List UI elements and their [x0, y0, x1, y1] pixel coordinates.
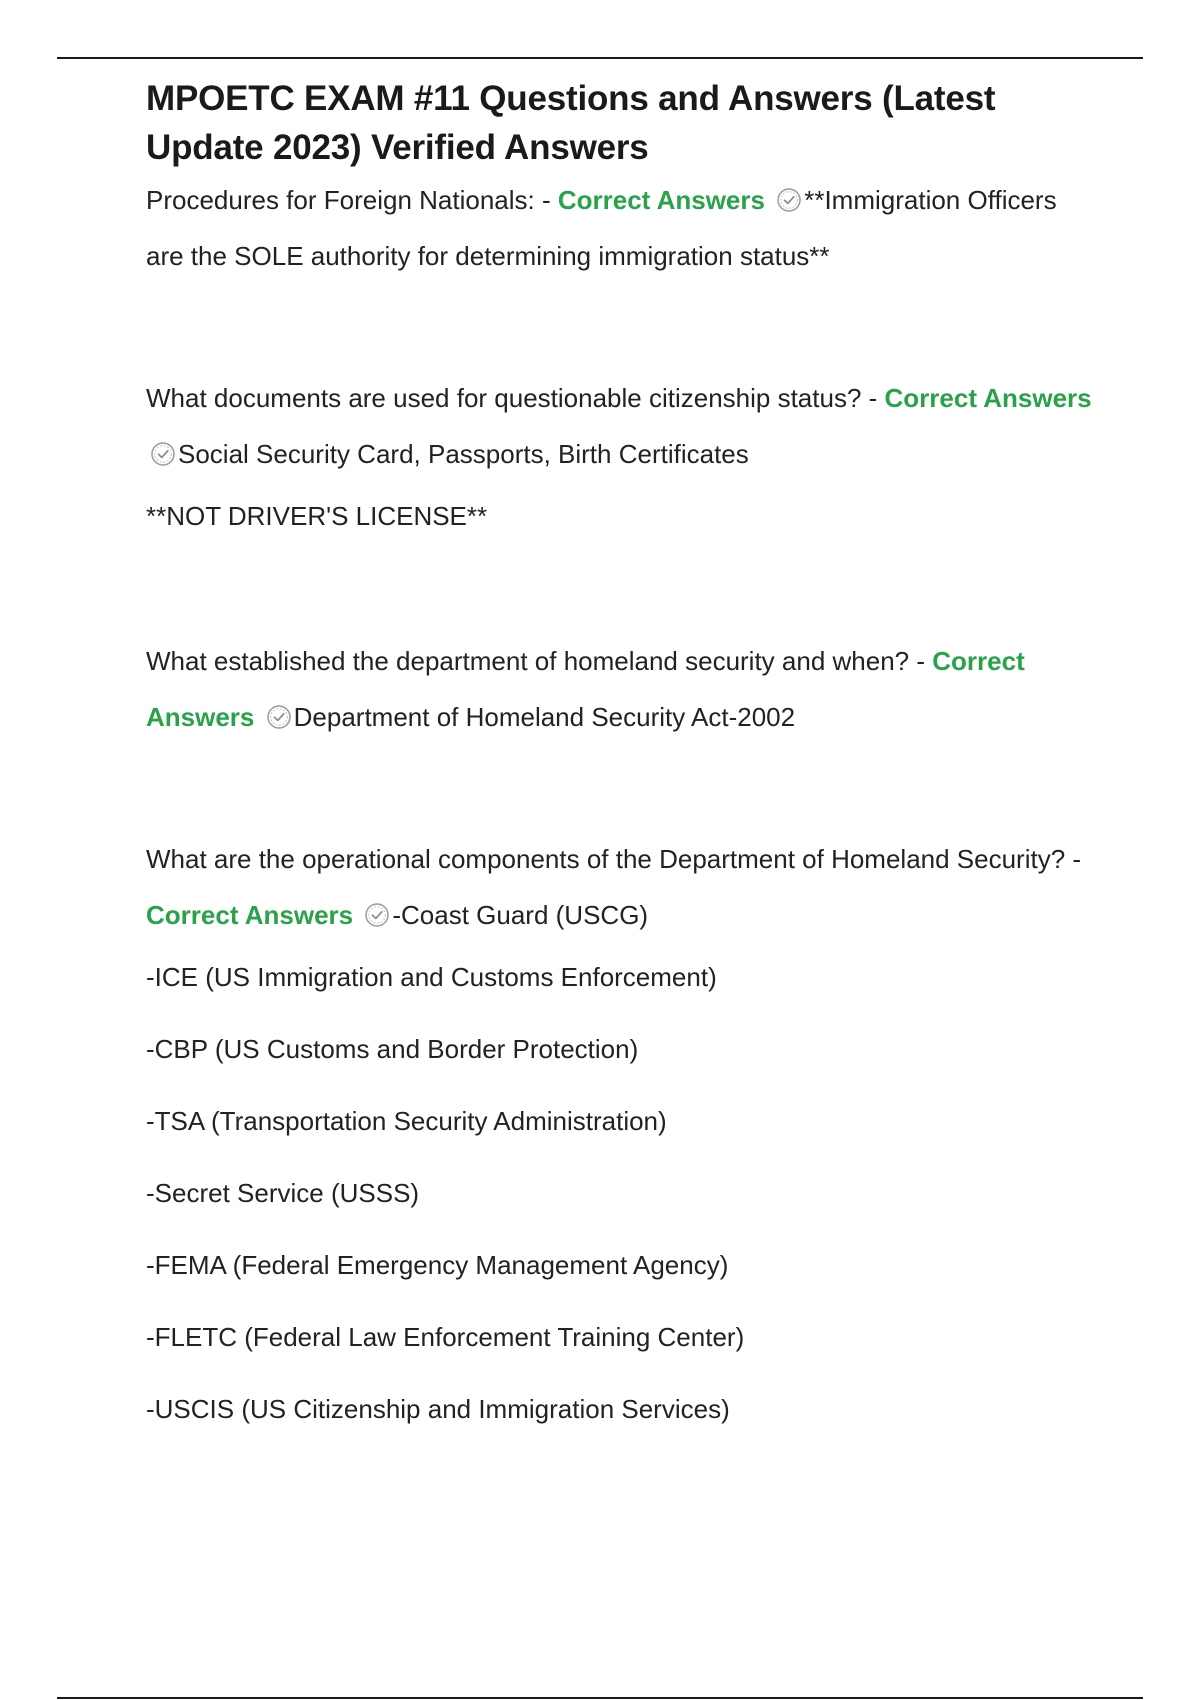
qa-item [146, 831, 1096, 943]
correct-answers-label: Correct Answers [146, 900, 354, 930]
answer-extra-line: -USCIS (US Citizenship and Immigration Services) [146, 1394, 730, 1424]
separator: - [861, 383, 885, 413]
answer-extra-line: -ICE (US Immigration and Customs Enforcement) [146, 962, 717, 992]
answer-extra-line: -CBP (US Customs and Border Protection) [146, 1034, 639, 1064]
qa-item [146, 172, 1096, 284]
separator: - [909, 646, 933, 676]
answer-extra-line: -Secret Service (USSS) [146, 1178, 420, 1208]
correct-answers-label: Correct Answers [146, 646, 1025, 732]
qa-item [146, 370, 1096, 482]
document-page [146, 74, 1096, 1427]
answer-text: Social Security Card, Passports, Birth Certificates [178, 439, 749, 469]
question-text: What documents are used for questionable citizenship status? [146, 383, 862, 413]
qa-item [146, 633, 1096, 745]
document-title: MPOETC EXAM #11 Questions and Answers (Latest Update 2023) Verified Answers [146, 79, 996, 167]
answer-extra-line: -FEMA (Federal Emergency Management Agency) [146, 1250, 729, 1280]
check-circle-icon [266, 704, 292, 730]
separator: - [534, 185, 558, 215]
question-text: What are the operational components of the Department of Homeland Security? [146, 844, 1066, 874]
check-circle-icon [364, 902, 390, 928]
answer-extra-line: **NOT DRIVER'S LICENSE** [146, 501, 488, 531]
answer-text: Department of Homeland Security Act-2002 [293, 702, 796, 732]
answer-text: -Coast Guard (USCG) [392, 900, 649, 930]
bottom-rule [57, 1697, 1143, 1699]
correct-answers-label: Correct Answers [884, 383, 1092, 413]
answer-extra-line: -TSA (Transportation Security Administration) [146, 1106, 667, 1136]
check-circle-icon [776, 187, 802, 213]
top-rule [57, 57, 1143, 59]
answer-extra-line: -FLETC (Federal Law Enforcement Training Center) [146, 1322, 745, 1352]
correct-answers-label: Correct Answers [557, 185, 765, 215]
separator: - [1065, 844, 1082, 874]
question-text: Procedures for Foreign Nationals: [146, 185, 535, 215]
question-text: What established the department of homeland security and when? [146, 646, 910, 676]
answer-text: **Immigration Officers are the SOLE authority for determining immigration status** [146, 185, 1057, 271]
check-circle-icon [150, 441, 176, 467]
